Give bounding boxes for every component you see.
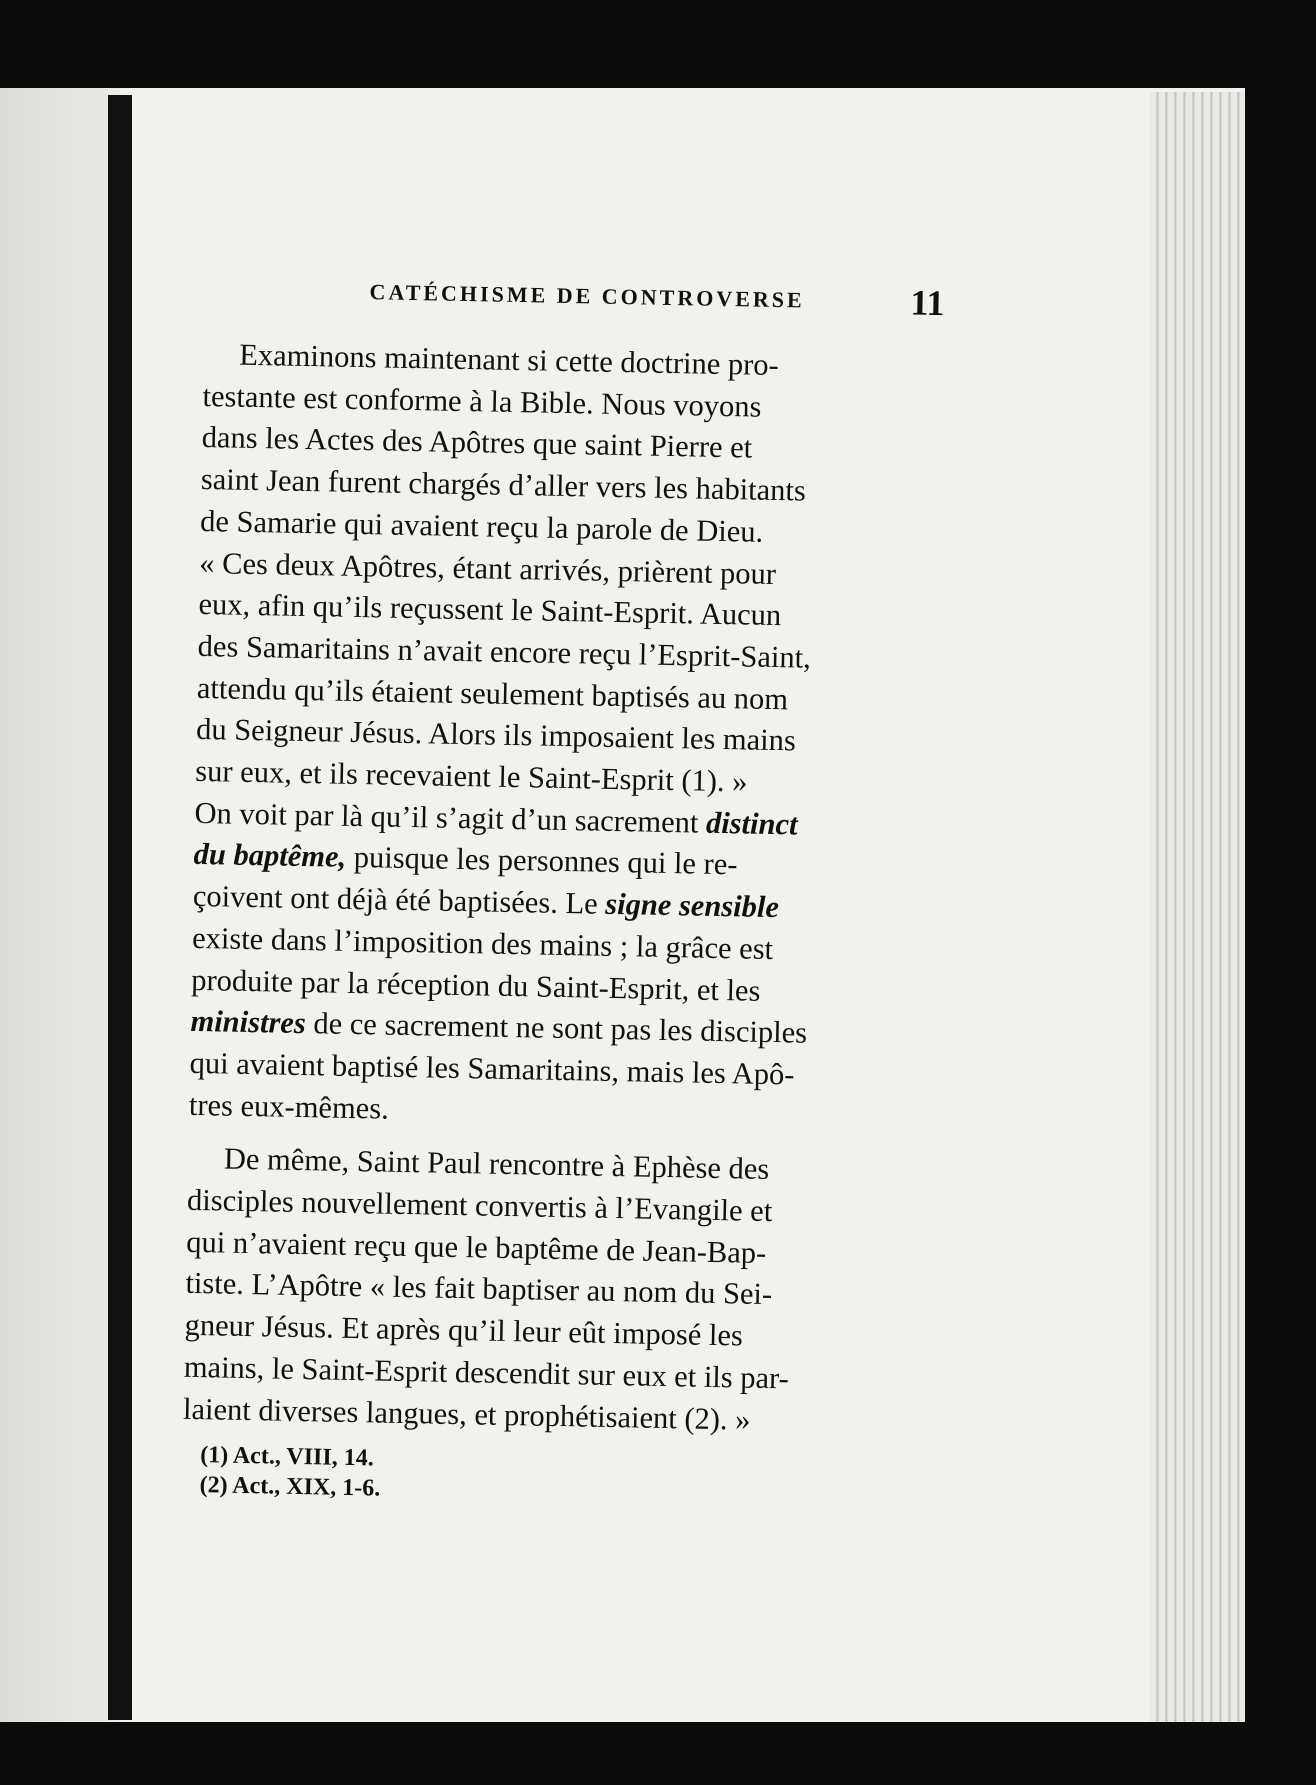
scan-border-top (0, 0, 1316, 88)
italic-ministres: ministres (190, 1004, 307, 1041)
text-fragment: çoivent ont déjà été baptisées. Le (192, 879, 599, 921)
book-gutter (108, 95, 132, 1720)
text-line: sur eux, et ils recevaient le Saint-Esprit (1). » (195, 753, 748, 799)
text-line: Examinons maintenant si cette doctrine pro- (239, 337, 780, 383)
page-number: 11 (910, 282, 945, 324)
text-line: eux, afin qu’ils reçussent le Saint-Esprit. Aucun (198, 587, 782, 633)
text-line: attendu qu’ils étaient seulement baptisés au nom (196, 670, 789, 716)
text-line: dans les Actes des Apôtres que saint Pierre et (201, 420, 753, 465)
text-line: disciples nouvellement convertis à l’Evangile et (186, 1182, 773, 1229)
text-line: testante est conforme à la Bible. Nous voyons (202, 378, 762, 424)
italic-du-bapteme: du baptême, (193, 837, 347, 875)
text-line: De même, Saint Paul rencontre à Ephèse des (223, 1141, 770, 1187)
text-line: des Samaritains n’avait encore reçu l’Esprit-Saint, (197, 628, 812, 675)
facing-page-edge (0, 88, 120, 1723)
text-line: de Samarie qui avaient reçu la parole de Dieu. (199, 503, 764, 549)
text-line: du Seigneur Jésus. Alors ils imposaient les mains (195, 712, 797, 758)
text-line: mains, le Saint-Esprit descendit sur eux et ils par- (183, 1349, 790, 1396)
text-line: « Ces deux Apôtres, étant arrivés, prièrent pour (199, 545, 777, 591)
running-title: CATÉCHISME DE CONTROVERSE (369, 279, 805, 313)
footnote-2: (2) Act., XIX, 1-6. (199, 1472, 381, 1502)
text-line: produite par la réception du Saint-Esprit, et les (191, 962, 761, 1008)
text-line: qui avaient baptisé les Samaritains, mais les Apô- (189, 1045, 795, 1092)
text-line: laient diverses langues, et prophétisaient (2). » (182, 1391, 751, 1437)
text-line: existe dans l’imposition des mains ; la grâce est (191, 920, 774, 966)
scan-border-bottom (0, 1722, 1316, 1785)
text-line: gneur Jésus. Et après qu’il leur eût imposé les (184, 1307, 744, 1353)
text-line: qui n’avaient reçu que le baptême de Jean-Bap- (185, 1224, 767, 1270)
italic-distinct: distinct (705, 805, 798, 842)
text-line: tres eux-mêmes. (188, 1087, 390, 1126)
scan-border-right (1245, 0, 1316, 1785)
page-edges (1150, 92, 1245, 1722)
text-line: saint Jean furent chargés d’aller vers les habitants (200, 462, 807, 508)
italic-signe-sensible: signe sensible (604, 886, 780, 925)
text-fragment: de ce sacrement ne sont pas les disciples (313, 1006, 808, 1050)
text-fragment: On voit par là qu’il s’agit d’un sacrement (194, 795, 699, 840)
text-line: tiste. L’Apôtre « les fait baptiser au nom du Sei- (185, 1266, 773, 1312)
footnote-1: (1) Act., VIII, 14. (199, 1442, 374, 1472)
text-block (181, 268, 965, 1515)
paragraph-1 (189, 334, 964, 1141)
paragraph-2 (183, 1138, 948, 1444)
text-fragment: puisque les personnes qui le re- (353, 840, 738, 882)
